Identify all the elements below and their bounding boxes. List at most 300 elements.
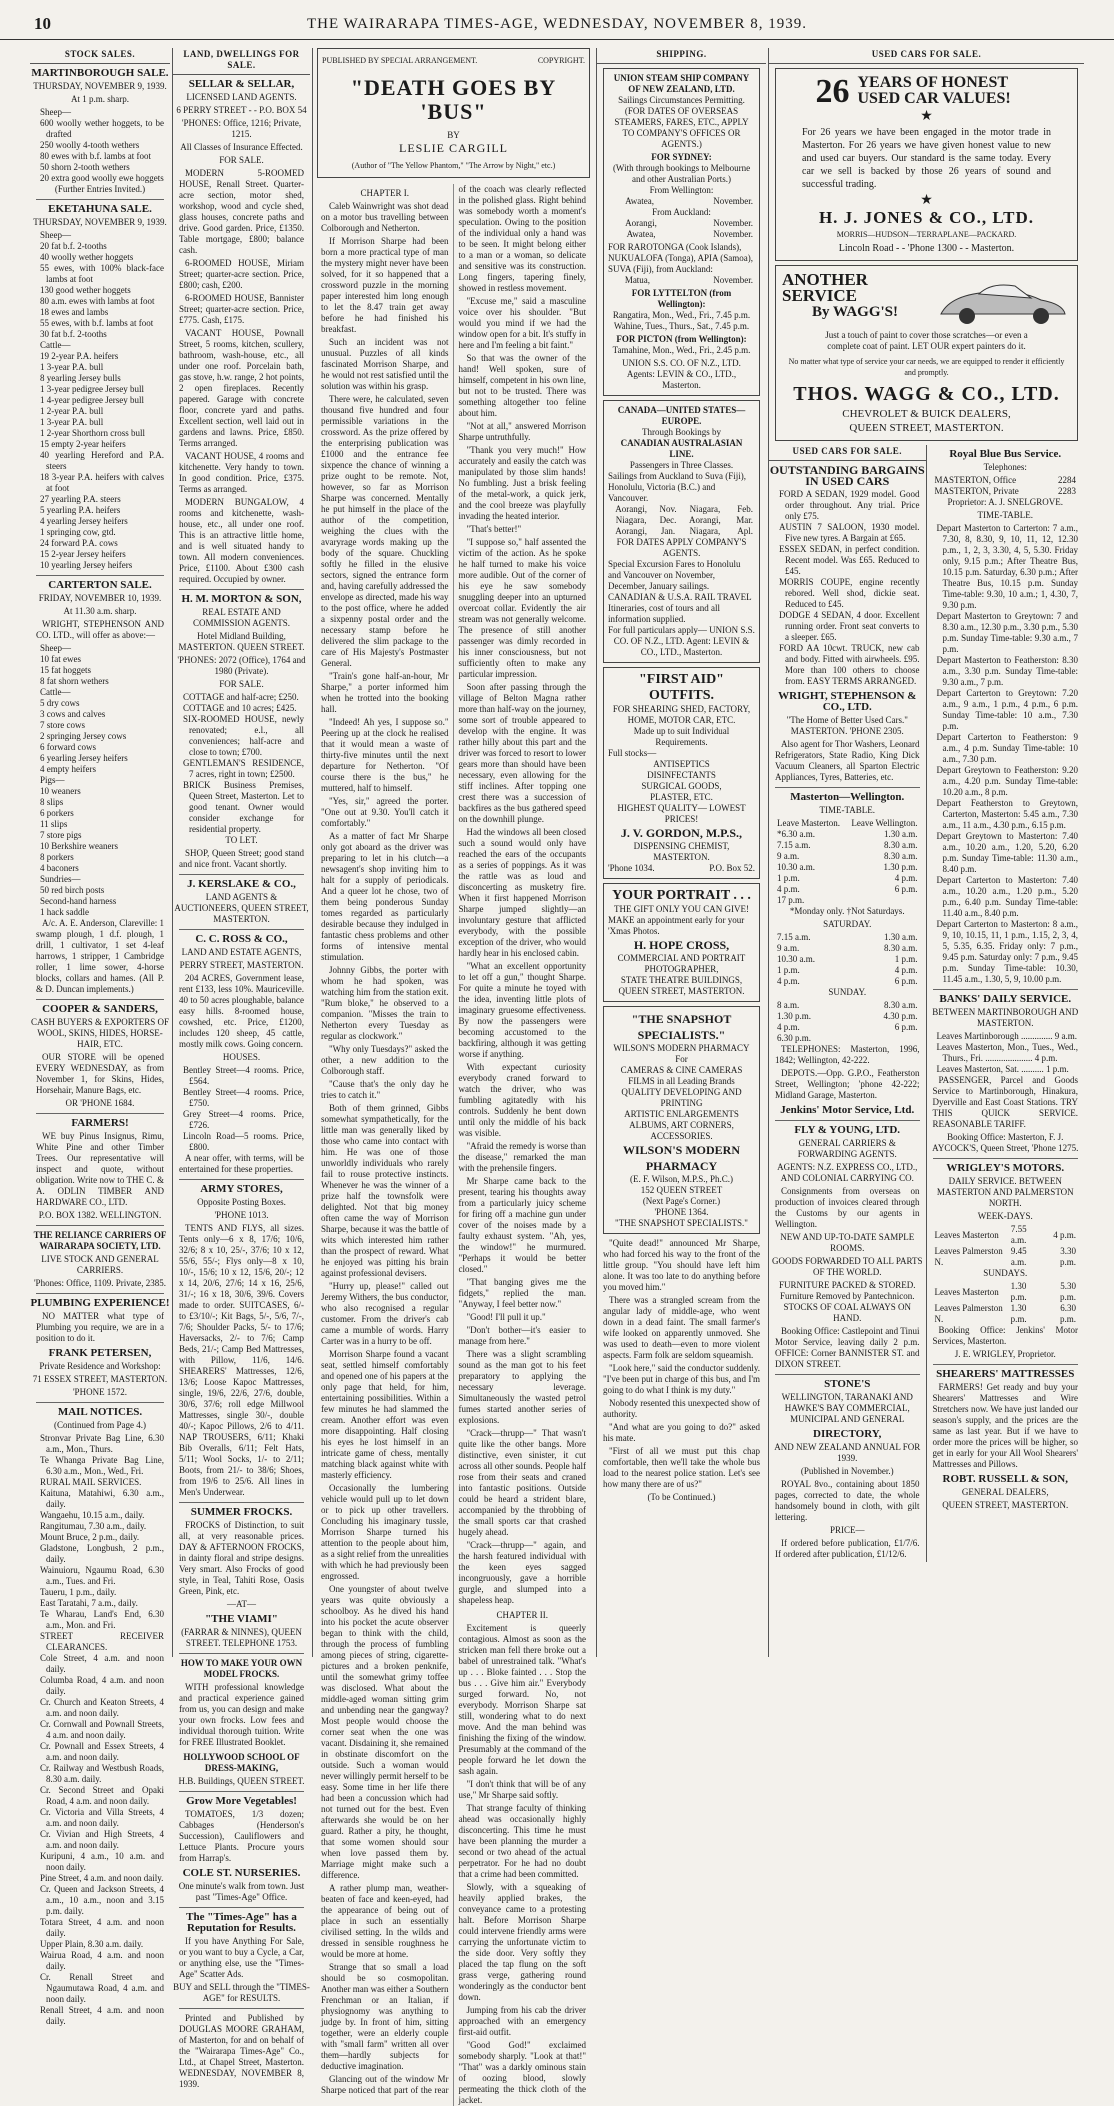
union-steamship-ad: [603, 68, 760, 396]
address: PERRY STREET, MASTERTON.: [179, 960, 304, 970]
ad-line: (Published in November.): [800, 1466, 894, 1476]
list-item: 2 springing Jersey cows: [40, 731, 127, 741]
owner: (E. F. Wilson, M.P.S., Ph.C.): [629, 1174, 734, 1184]
for-label: For: [675, 1054, 688, 1064]
table-cell: 4.30 p.m.: [883, 1011, 918, 1021]
account-text: A/c. A. E. Anderson, Clareville: 1 swamp plough, 1 d.f. plough, 1 drill, 1 cultivator, 1 set 4-leaf harrows, 1 stripper, 1 Cambridge roller, 1 lime sower, 4-horse blocks, collars and hames. (All P. & D. Duncan implements.): [36, 918, 164, 994]
rail-travel: CANADIAN & U.S.A. RAIL TRAVEL Itineraries, cost of tours and all information supplied.: [608, 592, 752, 624]
table-cell: Leaves Masterton: [934, 1286, 999, 1297]
sale-date: THURSDAY, NOVEMBER 9, 1939.: [33, 217, 167, 227]
story-paragraph: "What an excellent opportunity to let off a gun," thought Sharpe. For quite a minute he toyed with the idea, inventing little plots of imaginary gruesome effectiveness. By now the passengers were becoming accustomed to the backfiring, although it was getting worse if anything.: [458, 961, 586, 1059]
ad-title: "THE SNAPSHOT SPECIALISTS.": [631, 1012, 732, 1042]
first-aid-ad: [603, 667, 760, 879]
phone: 'PHONE 1572.: [72, 1387, 128, 1397]
tagline: "THE SNAPSHOT SPECIALISTS.": [615, 1218, 748, 1228]
table-cell: Leaves Palmerston N.: [934, 1303, 1003, 1324]
table-cell: 6 p.m.: [894, 976, 918, 986]
po-box: P.O. BOX 1382. WELLINGTON.: [38, 1210, 162, 1220]
next-note: (Next Page's Corner.): [642, 1196, 721, 1206]
table-cell: Leaves Masterton: [934, 1229, 999, 1240]
table-row: [775, 873, 920, 884]
list-item: 5 yearling P.A. heifers: [40, 505, 121, 515]
story-paragraph: "That banging gives me the fidgets," replied the man. "Anyway, I feel better now.": [458, 1277, 586, 1309]
list-item: 55 ewes, with 100% black-face lambs at foot: [40, 263, 164, 284]
story-paragraph: One youngster of about twelve years was quite obviously a schoolboy. As he dived his hand into his pocket the acute observer began to think with the child, through the process of fumbling among pieces of string, cigarette-pictures and a broken penknife, until the somewhat grimy toffee was disclosed. What about the middle-aged woman sitting grim and unbending near the gangway? Most people would choose the corner seat when the one was vacant. Disdaining it, she remained in obstinate discomfort on the outside. Such a woman would never willingly permit herself to be easy. Some time in her life there had been a concussion which had not turned out for the best. Even afterwards she would be on her guard. Rather a pity, he thought, that some women should sour when love passed them by. Marriage might make such a difference.: [321, 1584, 449, 1880]
ad-title: BANKS' DAILY SERVICE.: [939, 993, 1072, 1005]
listing: GENTLEMAN'S RESIDENCE, 7 acres, right in town; £2500.: [183, 758, 304, 779]
advertiser-name: "THE VIAMI": [205, 1613, 278, 1625]
ad-title: The "Times-Age" has a Reputation for Results.: [186, 1911, 297, 1934]
list-item: Te Whanga Private Bag Line, 6.30 a.m., Mon., Wed., Fri.: [40, 1455, 164, 1476]
table-cell: 4 p.m.: [1053, 1229, 1076, 1240]
list-item: Cattle—: [40, 340, 71, 350]
list-item: 7 store pigs: [40, 830, 82, 840]
ad-text: Consignments from overseas on production of invoices cleared through the Customs by our agents in Wellington.: [775, 1186, 920, 1229]
listing: SHOP, Queen Street; good stand and nice front. Vacant shortly.: [179, 848, 304, 869]
ad-title: YOUR PORTRAIT . . .: [612, 888, 751, 903]
table-cell: 8.30 a.m.: [884, 1000, 918, 1010]
table-cell: 7.15 a.m.: [777, 840, 811, 850]
phone: 'PHONES: 2072 (Office), 1764 and 1980 (Private).: [177, 655, 306, 676]
table-row: [775, 895, 920, 906]
at-label: —AT—: [227, 1599, 256, 1609]
agents: For full particulars apply— UNION S.S. CO. OF N.Z., LTD. Agent: LEVIN & CO., LTD., Masterton.: [608, 625, 755, 657]
canada-line-ad: [603, 400, 760, 663]
story-paragraph: "Yes, sir," agreed the porter. "One out at 9.30. You'll catch it comfortably.": [321, 796, 449, 828]
sale-date: THURSDAY, NOVEMBER 9, 1939.: [33, 81, 167, 91]
table-cell: 1.30 p.m.: [1010, 1303, 1027, 1324]
arrangement-note: PUBLISHED BY SPECIAL ARRANGEMENT.: [322, 56, 478, 65]
list-item: Totara Street, 4 a.m. and noon daily.: [40, 1917, 164, 1938]
list-item: Taueru, 1 p.m., daily.: [40, 1587, 117, 1597]
column-header: Leave Wellington.: [851, 818, 918, 828]
table-row: [775, 840, 920, 851]
table-cell: November.: [713, 229, 753, 239]
story-paragraph: "I don't think that will be of any use," Mr Sharpe said softly.: [458, 1779, 586, 1800]
table-cell: 2284: [1058, 475, 1076, 485]
list-item: Pine Street, 4 a.m. and noon daily.: [40, 1873, 164, 1883]
car-illustration-icon: [931, 276, 1071, 326]
phone: 'PHONE 1364.: [654, 1207, 709, 1217]
list-item: Pigs—: [40, 775, 65, 785]
list-item: Wainuioru, Ngaumu Road, 6.30 a.m., Tues. and Fri.: [40, 1565, 164, 1586]
list-item: 10 fat ewes: [40, 654, 81, 664]
ad-title: SUMMER FROCKS.: [190, 1506, 293, 1518]
advertiser-name: ARMY STORES,: [200, 1183, 283, 1195]
ad-text: ROYAL 8vo., containing about 1850 pages, corrected to date, the whole handsomely bound in cloth, with gilt lettering.: [775, 1479, 920, 1522]
listings: [173, 168, 310, 585]
advertiser-role: DISPENSING CHEMIST,: [633, 841, 730, 851]
timetable-notes: *Monday only. †Not Saturdays.: [789, 906, 905, 916]
list-item: 1 2-year Shorthorn cross bull: [40, 428, 145, 438]
story-paragraph: There was a slight scrambling sound as the man got to his feet preparatory to applying the necessary leverage. Simultaneously the wasted petrol fumes started another series of explosions.: [458, 1349, 586, 1425]
stock-list: [30, 230, 170, 571]
table-cell: 8.30 a.m.: [884, 943, 918, 953]
ad-line: BETWEEN MARTINBOROUGH AND MASTERTON.: [932, 1007, 1079, 1028]
advertiser-line: CASH BUYERS & EXPORTERS OF WOOL, SKINS, HIDES, HORSE-HAIR, ETC.: [31, 1017, 169, 1049]
story-paragraph: Such an incident was not unusual. Puzzles of all kinds fascinated Morrison Sharpe, and he would not rest satisfied until the solution was within his grasp.: [321, 337, 449, 391]
ad-title: SHEARERS' MATTRESSES: [936, 1368, 1075, 1380]
table-row: [608, 515, 755, 526]
table-cell: 4 p.m.: [894, 965, 918, 975]
advertiser-line: Private Residence and Workshop:: [39, 1361, 161, 1371]
table-cell: 8.30 a.m.: [884, 840, 918, 850]
ad-note: No matter what type of service your car needs, we are equipped to render it efficiently and promptly.: [788, 357, 1065, 377]
ad-subtitle: THE GIFT ONLY YOU CAN GIVE!: [614, 904, 749, 914]
list-item: SURGICAL GOODS,: [641, 781, 722, 791]
ad-title: CANADA—UNITED STATES—EUROPE.: [617, 405, 746, 426]
sailings: Rangatira, Mon., Wed., Fri., 7.45 p.m. Wahine, Tues., Thurs., Sat., 7.45 p.m.: [612, 310, 751, 331]
portrait-ad: [603, 883, 760, 1002]
story-paragraph: As a matter of fact Mr Sharpe only got aboard as the driver was preparing to let in his clutch—a newsagent's shop inviting him to halt for a supply of periodicals. And a queer lot he chose, two of them being ponderous Sunday tomes regarded as particularly desirable because they indulged in fantastic chess problems and other forms of intensive mental stimulation.: [321, 831, 449, 962]
address: 152 QUEEN STREET: [640, 1185, 723, 1195]
timetable-entry: Depart Carterton to Greytown: 7.20 a.m., 9 a.m., 1 p.m., 4 p.m., 6 p.m. Sunday Time-table: 10 a.m., 7.30 p.m.: [936, 688, 1078, 731]
table-cell: 9 a.m.: [777, 851, 800, 861]
listing: MODERN BUNGALOW, 4 rooms and kitchenette, wash-house, etc., all under one roof. This is an attractive little home, and is well situated handy to town. All modern conveniences. Price, £1100. About £300 cash required. Occupied by owner.: [179, 497, 304, 584]
list-item: 55 ewes, with b.f. lambs at foot: [40, 318, 154, 328]
ad-line: Through Bookings by: [641, 427, 721, 437]
list-item: Rangitumau, 7.30 a.m., daily.: [40, 1521, 147, 1531]
story-paragraph: Strange that so small a load should be so cosmopolitan. Another man was either a Southern Frenchman or an Italian, if physiognomy was anything to judge by. In front of him, sitting together, were an elderly couple with "small farm" written all over them—hardly subjects for deductive imagination.: [321, 1962, 449, 2071]
table-row: [775, 1033, 920, 1044]
phone: OR 'PHONE 1684.: [65, 1098, 135, 1108]
list-item: Second-hand harness: [40, 896, 117, 906]
table-cell: Apl.: [737, 526, 753, 536]
story-paragraph: "Crack—thrupp—" That wasn't quite like the other bangs. More distinctive, even sinister, it cut across all other sounds. People half rose from their seats and craned into fantastic positions. Outside could be heard a strident blare, accompanied by the throbbing of the small sports car that crashed hugely ahead.: [458, 1428, 586, 1537]
list-item: 15 empty 2-year heifers: [40, 439, 126, 449]
newspaper-title: THE WAIRARAPA TIMES-AGE, WEDNESDAY, NOVEMBER 8, 1939.: [307, 16, 807, 32]
star-icon: ★: [920, 109, 933, 124]
list-item: Cr. Renall Street and Ngaumutawa Road, 4 a.m. and noon daily.: [40, 1972, 164, 2004]
used-cars-subcolumn: [769, 445, 927, 1562]
ad-line: NEW AND UP-TO-DATE SAMPLE ROOMS.: [780, 1232, 915, 1253]
ad-text: Just a touch of paint to cover those scratches—or even a complete coat of paint. LET OUR expert painters do it.: [825, 330, 1028, 351]
address: 6 PERRY STREET - - P.O. BOX 54: [176, 105, 307, 115]
listing: Bentley Street—4 rooms. Price, £750.: [183, 1087, 304, 1108]
address: H.B. Buildings, QUEEN STREET.: [178, 1776, 305, 1786]
advertiser-name: Jenkins' Motor Service, Ltd.: [780, 1104, 915, 1116]
day-label: SUNDAYS.: [983, 1268, 1028, 1278]
list-item: Cr. Victoria and Villa Streets, 4 a.m. and noon daily.: [40, 1807, 164, 1828]
table-cell: 1.30 a.m.: [884, 932, 918, 942]
list-item: FILMS in all Leading Brands: [628, 1076, 735, 1086]
list-item: Kaituna, Matahiwi, 6.30 a.m., daily.: [40, 1488, 164, 1509]
ad-text: Also agent for Thor Washers, Leonard Refrigerators, State Radio, King Dick Vacuum Cleaners, all Sparton Electric Appliances, Tyres, Batteries, etc.: [775, 739, 920, 782]
ad-title: ANOTHER SERVICE: [782, 270, 868, 305]
story-paragraph: "Why only Tuesdays?" asked the other, a new addition to the Colborough staff.: [321, 1044, 449, 1076]
ad-text: TOMATOES, 1/3 dozen; Cabbages (Henderson's Succession), Cauliflowers and Lettuce Plants. Procure yours from Harrap's.: [179, 1809, 304, 1863]
price-text: If ordered before publication, £1/7/6. If ordered after publication, £1/12/6.: [775, 1538, 920, 1559]
list-item: 4 baconers: [40, 863, 79, 873]
listings: [173, 692, 310, 835]
table-row: [933, 1246, 1079, 1268]
section-header: USED CARS FOR SALE.: [769, 445, 926, 461]
list-item: 40 woolly wether hoggets: [40, 252, 134, 262]
proprietor: J. E. WRIGLEY, Proprietor.: [954, 1349, 1056, 1359]
story-continuation: [597, 1238, 766, 1490]
table-row: [608, 526, 755, 537]
day-label: WEEK-DAYS.: [977, 1211, 1033, 1221]
table-row: [608, 504, 755, 515]
table-cell: 6.30 p.m.: [1059, 1303, 1076, 1324]
advertiser-name: COOPER & SANDERS,: [42, 1003, 158, 1015]
table-cell: 1.30 a.m.: [884, 829, 918, 839]
list-item: 20 extra good woolly ewe hoggets: [40, 173, 164, 183]
phone: 'Phone 1034.: [608, 863, 655, 873]
timetable-entry: Depart Masterton to Featherston: 8.30 a.m., 3.30 p.m. Sunday Time-table: 9.30 a.m., 7 p.m.: [936, 655, 1078, 687]
quality-note: HIGHEST QUALITY— LOWEST PRICES!: [617, 803, 746, 824]
table-cell: Mar.: [736, 515, 753, 525]
table-row: [775, 829, 920, 840]
story-paragraph: So that was the owner of the hand! Well spoken, sure of himself, competent in his own line, but not to be trusted. There was something altogether too feline about him.: [458, 353, 586, 418]
mail-list: [30, 1433, 170, 2027]
list-item: Mount Bruce, 2 p.m., daily.: [40, 1532, 140, 1542]
listings: [173, 1065, 310, 1153]
table-cell: 1.30 p.m.: [777, 1011, 812, 1021]
booking-office: Booking Office: Masterton, F. J. AYCOCK'S, Queen Street, 'Phone 1275.: [932, 1132, 1079, 1153]
column-header: Leave Masterton.: [777, 818, 840, 828]
by-label: BY: [447, 130, 460, 140]
advertiser-line: Sailings Circumstances Permitting.: [618, 95, 745, 105]
listing: VACANT HOUSE, Pownall Street, 5 rooms, kitchen, scullery, bathroom, wash-house, etc., all under one roof. Porcelain bath, gas stove, h.w. range, 2 hot points, 2 open fireplaces. Recently papered. Garage with concrete floor, concrete yard and paths. Excellent section, well laid out in gardens and lawns. Price, £850. Terms arranged.: [179, 328, 304, 448]
list-item: Cr. Queen and Jackson Streets, 4 a.m., 10 a.m., noon and 3.15 p.m. daily.: [40, 1884, 164, 1916]
advertiser-line: GENERAL DEALERS,: [961, 1487, 1049, 1497]
table-row: [608, 229, 755, 240]
address: 71 ESSEX STREET, MASTERTON.: [32, 1374, 168, 1384]
ad-title: FARMERS!: [71, 1117, 129, 1129]
story-paragraph: There were, he calculated, seven thousand five hundred and four permissible variations in the crossword. As the prize offered by the enterprising publication was £1000 and the entrance fee sixpence the chance of winning a prize ought to be remote. Not, however, so far as Morrison Sharpe was concerned. Mentally he put himself in the place of the author of the competition, weighing the clues with the avaryrage words making up the body of the square. Chuckling softly he filled in the elusive sectors, signed the entrance form and, having carefully addressed the envelope as directed, made his way to the post office, where he added a sixpenny postal order and the necessary stamp before he delivered the slim package to the care of His Majesty's Postmaster General.: [321, 394, 449, 668]
mail-notices-title: MAIL NOTICES.: [57, 1406, 143, 1418]
table-cell: 1 p.m.: [777, 965, 800, 975]
route-title: FOR PICTON (from Wellington):: [616, 334, 747, 344]
advertiser-name: J. KERSLAKE & CO.,: [187, 878, 296, 890]
table-cell: 10.30 a.m.: [777, 954, 815, 964]
table-cell: Niagara,: [615, 515, 647, 525]
list-item: Cr. Vivian and High Streets, 4 a.m. and noon daily.: [40, 1829, 164, 1850]
table-cell: Aorangi,: [625, 218, 657, 228]
proprietor: Proprietor: A. J. SNELGROVE.: [947, 497, 1063, 507]
printer-imprint: Printed and Published by DOUGLAS MOORE GRAHAM, of Masterton, for and on behalf of the "Wairarapa Times-Age" Co., Ltd., at Chapel Street, Masterton. WEDNESDAY, NOVEMBER 8, 1939.: [179, 2013, 304, 2089]
table-cell: [851, 895, 920, 906]
passengers-note: Passengers in Three Classes.: [629, 460, 734, 470]
list-item: 10 yearling Jersey heifers: [40, 560, 133, 570]
car-listing: ESSEX SEDAN, in perfect condition. Recent model. Was £65. Reduced to £45.: [779, 544, 920, 576]
ad-text: WE buy Pinus Insignus, Rimu, White Pine and other Timber Trees. Our representative will inspect and quote, without obligation. Write now to THE C. & A. ODLIN TIMBER AND HARDWARE CO., LTD.: [36, 1131, 164, 1207]
wagg-ad: [775, 265, 1078, 441]
list-item: Cr. Railway and Westbush Roads, 8.30 a.m. daily.: [40, 1763, 164, 1784]
list-item: Upper Plain, 8.30 a.m. daily.: [40, 1939, 144, 1949]
phone: 'PHONE 1013.: [214, 1210, 269, 1220]
from-label: From Wellington:: [649, 185, 714, 195]
jones-ad: [775, 68, 1078, 261]
ad-text: FROCKS of Distinction, to suit all, at very reasonable prices. DAY & AFTERNOON FROCKS, in dainty floral and stripe designs. Very smart. Also Frocks of good style, in Teal, Tahiti Rose, Oasis Green, Pink, etc.: [179, 1520, 304, 1596]
timetable-entry: Depart Masterton to Greytown: 7 and 8.30 a.m., 12.30 p.m., 3.30 p.m., 5.30 p.m. Sunday Time-table: 9.30 a.m., 7 p.m.: [936, 611, 1078, 654]
table-row: [933, 475, 1079, 486]
list-item: 80 ewes with b.f. lambs at foot: [40, 151, 151, 161]
story-paragraph: Glancing out of the window Mr Sharpe noticed that part of the rear of the coach was clearly reflected in the polished glass. Right behind was somebody worth a moment's speculation. Owing to the position of the individual only a hand was to be seen. It might belong either to a man or a woman, so delicate and sensitive was its construction. Long fingers, tapering finely, showed in restless movement.: [321, 184, 586, 2095]
story-paragraph: Excitement is queerly contagious. Almost as soon as the stricken man fell there broke out a babel of unrestrained talk. "What's up . . . Bloke fainted . . . Stop the bus . . . Give him air." Everybody surged forward. No, not everybody. Morrison Sharpe sat still, wondering what to do next move. And the man behind was finishing the fixing of the window. Presumably at the command of the people forward he let down the sash again.: [458, 1623, 586, 1776]
list-item: 18 ewes and lambs: [40, 307, 109, 317]
ad-line: DAILY SERVICE. BETWEEN MASTERTON AND PALMERSTON NORTH.: [936, 1176, 1074, 1208]
car-listing: FORD AA 10cwt. TRUCK, new cab and body. Fitted with airwheels. £95. More than 100 others to choose from. EASY TERMS ARRANGED.: [779, 643, 920, 686]
story-paragraph: "Quite dead!" announced Mr Sharpe, who had forced his way to the front of the little group. "You should have left him alone. It was too late to do anything before you moved him.": [603, 1238, 760, 1292]
list-item: 1 springing cow, gtd.: [40, 527, 116, 537]
agents: UNION S.S. CO. OF N.Z., LTD. Agents: LEVIN & CO., LTD., Masterton.: [622, 358, 741, 390]
advertiser-line: LICENSED LAND AGENTS.: [186, 92, 297, 102]
sale-time: At 11.30 a.m. sharp.: [63, 606, 137, 616]
table-row: [608, 275, 755, 286]
list-item: Cattle—: [40, 687, 71, 697]
table-row: [775, 884, 920, 895]
serial-story: [312, 48, 594, 2105]
table-cell: Nov.: [659, 504, 677, 514]
list-item: ARTISTIC ENLARGEMENTS: [624, 1109, 739, 1119]
note: (Further Entries Invited.): [54, 184, 146, 194]
story-paragraph: "Excuse me," said a masculine voice over his shoulder. "But would you mind if we had the window open for a bit. It's stuffy in here and I'm feeling a bit faint.": [458, 296, 586, 350]
story-paragraph: "Cause that's the only day he tries to catch it.": [321, 1079, 449, 1100]
advertiser-name: H. HOPE CROSS,: [633, 938, 730, 952]
story-paragraph: Slowly, with a squeaking of heavily applied brakes, the conveyance came to a protesting halt. Before Morrison Sharpe could intervene friendly arms were carrying the unfortunate victim to the side door. Very softly they placed the tap flung on the soft grass verge, gathering round wonderingly as the conductor bent down.: [458, 1882, 586, 2002]
day-label: SATURDAY.: [823, 919, 872, 929]
stock-list: [30, 107, 170, 184]
table-cell: MASTERTON, Private: [934, 486, 1019, 496]
list-item: ALBUMS, ART CORNERS, ACCESSORIES.: [629, 1120, 734, 1141]
ad-title: HOW TO MAKE YOUR OWN MODEL FROCKS.: [180, 1658, 303, 1679]
sale-title: MARTINBOROUGH SALE.: [31, 67, 169, 79]
continued-note: (Continued from Page 4.): [54, 1420, 146, 1430]
dealers: CHEVROLET & BUICK DEALERS,: [842, 408, 1011, 420]
list-item: Sheep—: [40, 230, 71, 240]
table-row: [775, 976, 920, 987]
sale-title: EKETAHUNA SALE.: [48, 203, 152, 215]
ad-line: WILSON'S MODERN PHARMACY: [613, 1043, 750, 1053]
timetable-label: TIME-TABLE.: [977, 510, 1034, 520]
timetable-entry: Leaves Martinborough .............. 9 a.m.: [936, 1031, 1077, 1041]
story-paragraph: "Not at all," answered Morrison Sharpe untruthfully.: [458, 421, 586, 442]
column-land-dwellings: [172, 48, 310, 2089]
ad-text: OUR STORE will be opened EVERY WEDNESDAY, as from November 1, for Skins, Hides, Horsehair, Manure Bags, etc.: [36, 1052, 164, 1095]
to-be-continued: (To be Continued.): [647, 1492, 716, 1502]
list-item: 1 3-year pedigree Jersey bull: [40, 384, 144, 394]
story-text: [313, 184, 594, 2106]
table-row: [933, 1281, 1079, 1303]
story-paragraph: Mr Sharpe came back to the present, tearing his thoughts away from a particularly juicy scheme for firing off a machine gun under cover of the noises made by a faulty exhaust system. "Ah, yes, the window!" he murmured. "Perhaps it would be better closed.": [458, 1176, 586, 1274]
list-item: Renall Street, 4 a.m. and noon daily.: [40, 2005, 164, 2026]
copyright-note: COPYRIGHT.: [537, 56, 585, 65]
to-let-label: TO LET.: [225, 835, 258, 845]
table-cell: Aorangi,: [615, 526, 648, 536]
table-row: [933, 1303, 1079, 1325]
table-row: [775, 965, 920, 976]
sale-date: FRIDAY, NOVEMBER 10, 1939.: [38, 593, 162, 603]
table-cell: Dec.: [659, 515, 677, 525]
list-item: 8 slips: [40, 797, 64, 807]
ad-title: OUTSTANDING BARGAINS IN USED CARS: [769, 463, 925, 488]
list-item: Sheep—: [40, 107, 71, 117]
table-cell: 7.55 a.m.: [1010, 1224, 1027, 1245]
story-paragraph: "Afraid the remedy is worse than the disease," remarked the man with the prehensile fingers.: [458, 1141, 586, 1173]
timetable-entry: Depart Carterton to Featherston: 9 a.m., 4 p.m. Sunday Time-table: 10 a.m., 7.30 p.m.: [936, 732, 1078, 764]
ad-subtitle: By WAGG'S!: [812, 304, 898, 320]
ad-title: DIRECTORY,: [813, 1428, 882, 1440]
table-cell: 2283: [1058, 486, 1076, 496]
table-cell: *6.30 a.m.: [777, 829, 815, 839]
sailings: Tamahine, Mon., Wed., Fri., 2.45 p.m.: [612, 345, 751, 355]
timetable: [927, 523, 1085, 985]
timetable-entry: Leaves Masterton, Sat. .......... 1 p.m.: [936, 1064, 1069, 1074]
stock-list: [30, 643, 170, 918]
list-item: 30 fat b.f. 2-tooths: [40, 329, 107, 339]
insurance-note: All Classes of Insurance Effected.: [180, 142, 303, 152]
advertiser-line: One minute's walk from town. Just past "Times-Age" Office.: [178, 1881, 305, 1902]
author-credit: (Author of "The Yellow Phantom," "The Arrow by Night," etc.): [351, 161, 556, 170]
list-item: 8 porkers: [40, 852, 74, 862]
phone: 'Phones: Office, 1109. Private, 2385.: [33, 1278, 167, 1288]
story-paragraph: "Thank you very much!" How accurately and easily the catch was manipulated by those slim hands! No fumbling. Just a brisk feeling of the metal-work, a quick jerk, and the cool breeze was playfully invading the heated interior.: [458, 445, 586, 521]
day-label: SUNDAY.: [828, 987, 867, 997]
table-row: [775, 932, 920, 943]
ad-title: "FIRST AID" OUTFITS.: [639, 672, 724, 703]
story-paragraph: "I suppose so," half assented the victim of the action. As he spoke he half turned to make his voice more audible. Out of the corner of his eye he saw somebody snuggling deeper into an upturned overcoat collar. Evidently the air stream was not generally welcome. The presence of still another passenger was dimly recorded in his inner consciousness, but not sufficiently often to make any particular impression.: [458, 537, 586, 679]
list-item: 3 cows and calves: [40, 709, 106, 719]
list-item: 1 3-year P.A. bull: [40, 362, 104, 372]
car-list: [769, 489, 926, 687]
story-paragraph: With expectant curiosity everybody craned forward to watch the driver, who was fumbling agitatedly with his controls. Suddenly he bent down until only the middle of his back was visible.: [458, 1062, 586, 1138]
table-cell: November.: [713, 196, 753, 206]
list-item: 10 Berkshire weaners: [40, 841, 118, 851]
table-cell: Feb.: [737, 504, 753, 514]
table-cell: Niagara,: [689, 504, 721, 514]
ad-title: Grow More Vegetables!: [186, 1795, 297, 1807]
ad-headline: YEARS OF HONEST USED CAR VALUES!: [857, 74, 1011, 107]
timetable-entry: Depart Carterton to Masterton: 8 a.m., 9, 10, 10.15, 11, 1 p.m., 1.15, 2, 3, 4, 5, 5.35, 6.35. Friday only: 7 p.m., 9.45 p.m. Saturday only: 7 p.m., 9.45 p.m. Sunday Time-table: 10.30, 11.45 a.m., 1.30, 5, 9, 10.00 p.m.: [936, 919, 1078, 984]
timetable-entry: Depart Greytown to Featherston: 9.20 a.m., 4.20 p.m. Sunday Time-table: 10.20 a.m., 8 p.m.: [936, 765, 1078, 797]
table-cell: 3.30 p.m.: [1059, 1246, 1076, 1267]
story-paragraph: "Crack—thrupp—" again, and the harsh featured individual with the keen eyes sagged incongruously, gave a horrible gurgle, and slumped into a shapeless heap.: [458, 1540, 586, 1605]
listing: 6-ROOMED HOUSE, Miriam Street; quarter-acre section. Price, £800; cash, £200.: [179, 258, 304, 290]
list-item: 1 3-year P.A. bull: [40, 417, 104, 427]
table-row: [775, 1022, 920, 1033]
listing: COTTAGE and 10 acres; £425.: [183, 703, 297, 713]
table-row: [608, 218, 755, 229]
ad-line: GOODS FORWARDED TO ALL PARTS OF THE WORLD.: [772, 1256, 923, 1277]
advertiser-line: LIVE STOCK AND GENERAL CARRIERS.: [41, 1254, 159, 1275]
table-cell: 1 p.m.: [777, 873, 800, 883]
agents: AGENTS: N.Z. EXPRESS CO., LTD., AND COLONIAL CARRYING CO.: [777, 1162, 918, 1183]
table-cell: Leaves Palmerston N.: [934, 1246, 1003, 1267]
ad-text: TENTS AND FLYS, all sizes. Tents only—6 x 8, 17/6; 10/6, 32/6; 8 x 10, 25/-, 37/6; 10 x 12, 55/6, 55/-; Flys only—8 x 10, 10/-, 15/6; 10 x 12, 15/6, 20/-; 12 x 14, 20/6, 27/6; 14 x 16, 25/6, 31/-; 16 x 18, 30/6, 39/6. Covers made to order. SUITCASES, 6/- to £3/10/-; Kit Bags, 5/-, 5/6, 7/-, 7/6; Shoulder Packs, 5/- to 17/6; Haversacks, 2/- to 7/6; Camp Beds, 21/-; Camp Bed Mattresses, with Pillow, 11/6, 14/6. SHEARERS' Mattresses, 12/6, 13/6; Loose Kapoc Mattresses, single, 19/6, 22/6, 27/6, double, 30/6, 37/6; roll edge Millwool Mattresses, single 30/-, double 40/-; Kapoc Pillows, 2/6 to 4/11. NAP TROUSERS, 6/11; Khaki Bib Overalls, 6/11; Felt Hats, 5/11; Wool Socks, 1/- to 2/11; Boots, from 21/- to 38/6; Shoes, from 19/6 to 25/6. All lines in Men's Underwear.: [179, 1223, 304, 1497]
listing: Lincoln Road—5 rooms. Price, £800.: [183, 1131, 304, 1152]
timetable-entry: Leaves Masterton, Mon., Tues., Wed., Thurs., Fri. ..................... 4 p.m.: [936, 1042, 1078, 1063]
list-item: 250 woolly 4-tooth wethers: [40, 140, 140, 150]
route-title: FOR LYTTELTON (from Wellington):: [631, 288, 732, 309]
closing-note: A near offer, with terms, will be entertained for these properties.: [179, 1153, 304, 1174]
table-cell: 8 a.m.: [777, 1000, 800, 1010]
table-cell: 4 p.m.: [777, 1022, 800, 1032]
advertiser-name: WILSON'S MODERN PHARMACY: [622, 1143, 741, 1173]
story-paragraph: Had the windows all been closed such a sound would only have reached the ears of the occupants as a series of poppings. As it was the rattle was as loud and disconcerting as musketry fire. When it first happened Morrison Sharpe jumped slightly—an involuntary gesture that afflicted everybody, with the possible exception of the driver, who would hardly hear in his enclosed cabin.: [458, 827, 586, 958]
route-note: (With through bookings to Melbourne and other Australian Ports.): [612, 163, 751, 184]
list-item: 27 yearling P.A. steers: [40, 494, 121, 504]
route-title: FOR SYDNEY:: [651, 152, 712, 162]
ad-line: Telephones:: [983, 462, 1027, 472]
advertiser-name: J. V. GORDON, M.P.S.,: [620, 826, 743, 840]
car-makes: MORRIS—HUDSON—TERRAPLANE—PACKARD.: [836, 230, 1017, 239]
story-paragraph: "Hurry up, please!" called out Jeremy Withers, the bus conductor, who also recognised a regular customer. From the driver's cab came a mumble of words. Harry Carter was in a hurry to be off.: [321, 1281, 449, 1346]
story-author: LESLIE CARGILL: [399, 141, 508, 155]
snapshot-ad: [603, 1006, 760, 1234]
ad-text: If you have Anything For Sale, or you want to buy a Cycle, a Car, or anything else, use the "Times-Age" Scatter Ads.: [179, 1936, 304, 1979]
